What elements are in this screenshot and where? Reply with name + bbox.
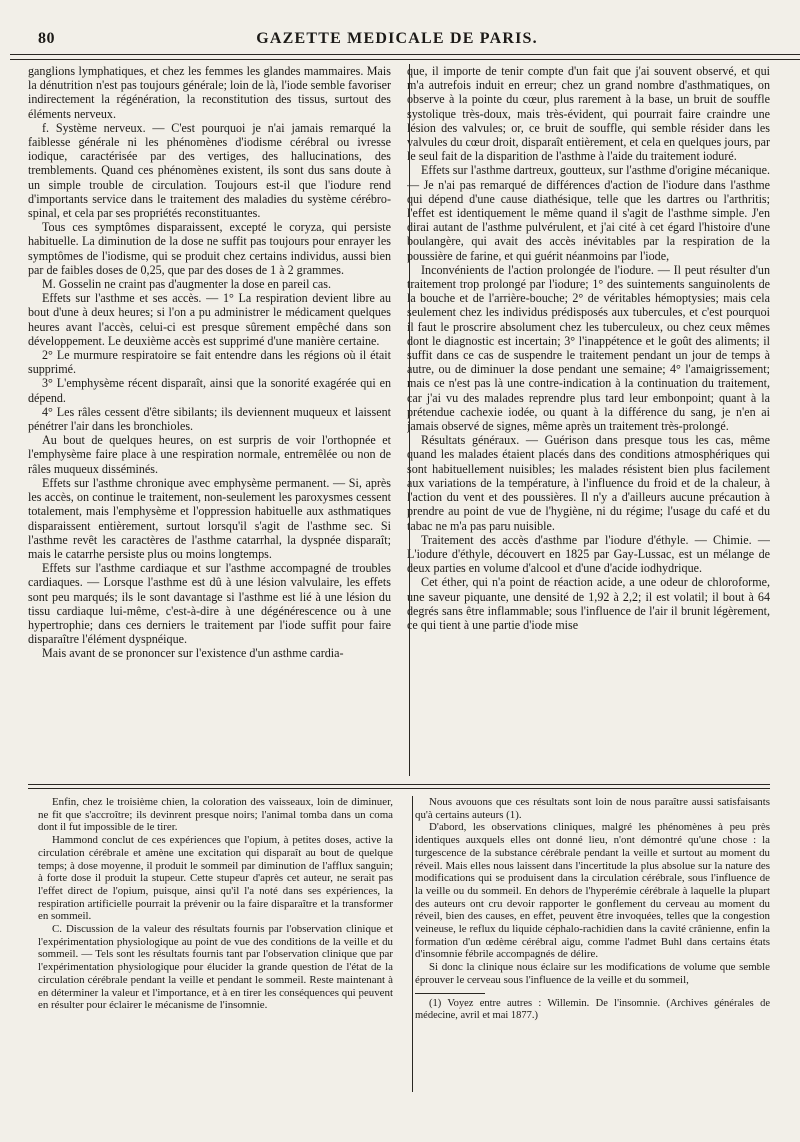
running-title: GAZETTE MEDICALE DE PARIS. xyxy=(256,30,538,47)
feuilleton-right-column xyxy=(415,796,770,1092)
paragraph: 2° Le murmure respiratoire se fait entendre dans les régions où il était supprimé. xyxy=(28,348,391,377)
feuilleton-column-divider xyxy=(412,796,413,1092)
paragraph: Au bout de quelques heures, on est surpris de voir l'orthopnée et l'emphysème faire place à une respiration normale, entremêlée ou non de râles muqueux disséminés. xyxy=(28,433,391,476)
feuilleton-rule xyxy=(28,784,770,789)
paragraph: Enfin, chez le troisième chien, la coloration des vaisseaux, loin de diminuer, ne fit que s'accroître; ils devinrent presque noirs; l'animal tomba dans un coma dont il fut impossible de le tirer. xyxy=(38,796,393,834)
paragraph: Hammond conclut de ces expériences que l'opium, à petites doses, active la circulation cérébrale et amène une excitation qui disparaît au bout de quelque temps; à dose moyenne, il produit le sommeil par diminution de l'afflux sanguin; à forte dose il produit la stupeur. Cette stupeur d'après cet auteur, ne serait pas l'effet direct de l'opium, puisque, ainsi qu'il l'a noté dans ses expériences, la respiration artificielle pourrait la prévenir ou la faire disparaître et la transformer en sommeil. xyxy=(38,834,393,923)
paragraph: f. Système nerveux. — C'est pourquoi je n'ai jamais remarqué la faiblesse générale ni les phénomènes d'iodisme cérébral ou ivresse iodique, caractérisée par des vertiges, des hallucinations, des tremblements. Quand ces phénomènes existent, ils sont dus sans doute à un simple trouble de circulation. Toujours est-il que l'iodure rend d'importants service dans le traitement des maladies du système cérébro-spinal, et cela par ses propriétés reconstituantes. xyxy=(28,120,391,221)
paragraph: D'abord, les observations cliniques, malgré les phénomènes à peu près identiques auxquels elles ont donné lieu, n'ont démontré qu'une chose : la turgescence de la substance cérébrale pendant la veille et surtout au moment du réveil. Mais elles nous laissent dans l'incertitude la plus absolue sur la nature des modifications qui se produisent dans la circulation cérébrale, sous l'influence de la veille ou du sommeil. En dehors de l'hyperémie cérébrale à laquelle la plupart des auteurs ont cru devoir rapporter le gonflement du cerveau au moment du réveil, bien des causes, en effet, peuvent être invoquées, telles que la congestion veineuse, le reflux du liquide céphalo-rachidien dans la cavité crânienne, enfin la formation d'un œdème cérébral aigu, comme l'admet Buhl dans certains états d'insomnie fébrile accompagnés de délire. xyxy=(415,821,770,961)
paragraph: Si donc la clinique nous éclaire sur les modifications de volume que semble éprouver le cerveau sous l'influence de la veille et du sommeil, xyxy=(415,961,770,986)
paragraph: C. Discussion de la valeur des résultats fournis par l'observation clinique et l'expérimentation physiologique au point de vue des conditions de la veille et du sommeil. — Tels sont les résultats fournis tant par l'observation clinique que par l'expérimentation physiologique pour élucider la grande question de l'état de la circulation cérébrale pendant la veille et pendant le sommeil. Reste maintenant à en déterminer la valeur et l'importance, et à en tirer les conséquences qui peuvent en résulter pour éclairer le mécanisme de l'insomnie. xyxy=(38,923,393,1012)
header-rule xyxy=(10,54,800,60)
feuilleton-left-column xyxy=(38,796,393,1092)
paragraph: Cet éther, qui n'a point de réaction acide, a une odeur de chloroforme, une saveur piquante, une densité de 1,92 à 2,2; il est volatil; il bout à 64 degrés sans être inflammable; sous l'influence de l'air il brunit légèrement, ce qui tient à une partie d'iode mise xyxy=(407,575,770,632)
paragraph: Effets sur l'asthme cardiaque et sur l'asthme accompagné de troubles cardiaques. — Lorsque l'asthme est dû à une lésion valvulaire, les effets sont peu marqués; ils le sont davantage si l'asthme est lié à une lésion du tissu cardiaque lui-même, c'est-à-dire à une dégénérescence ou à une hypertrophie; dans ces derniers le traitement par l'iode suffit pour faire disparaître l'élément dyspnéique. xyxy=(28,561,391,647)
paragraph: que, il importe de tenir compte d'un fait que j'ai souvent observé, et qui m'a autrefois induit en erreur; chez un grand nombre d'asthmatiques, on observe à la pointe du cœur, plus rarement à la base, un bruit de souffle systolique très-doux, mais très-évident, qui pourrait faire craindre une lésion des valvules; or, ce bruit de souffle, qui semble résider dans les valvules du cœur droit, disparaît entièrement, et cela en quelques jours, par le seul fait de la disparition de l'asthme à l'aide du traitement ioduré. xyxy=(407,64,770,164)
paragraph: ganglions lymphatiques, et chez les femmes les glandes mammaires. Mais la dénutrition n'est pas toujours générale; loin de là, l'iode semble favoriser indirectement la régénération, la reconstitution des tissus, surtout des éléments nerveux. xyxy=(28,64,391,121)
paragraph: Résultats généraux. — Guérison dans presque tous les cas, même quand les malades étaient placés dans des conditions atmosphériques qui sont habituellement nuisibles; les malades résistent bien plus facilement aux variations de la température, à l'influence du froid et de la chaleur, à l'action du vent et des poussières. Il n'y a d'ailleurs aucune précaution à prendre au point de vue de l'hygiène, ni du régime; l'usage du café et du tabac ne m'a pas paru nuisible. xyxy=(407,433,770,533)
column-divider xyxy=(409,64,410,776)
paragraph: 3° L'emphysème récent disparaît, ainsi que la sonorité exagérée qui en dépend. xyxy=(28,376,391,405)
paragraph: 4° Les râles cessent d'être sibilants; ils deviennent muqueux et laissent pénétrer l'air dans les bronchioles. xyxy=(28,404,391,434)
footnote: (1) Voyez entre autres : Willemin. De l'insomnie. (Archives générales de médecine, avril et mai 1877.) xyxy=(415,997,770,1022)
paragraph: M. Gosselin ne craint pas d'augmenter la dose en pareil cas. xyxy=(42,277,331,292)
paragraph: Effets sur l'asthme et ses accès. — 1° La respiration devient libre au bout d'une à deux heures; si l'on a pu administrer le médicament quelques heures avant l'accès, celui-ci est presque sûrement empêché dans son développement. Le deuxième accès est supprimé d'une manière certaine. xyxy=(28,291,391,348)
paragraph: Nous avouons que ces résultats sont loin de nous paraître aussi satisfaisants qu'à certains auteurs (1). xyxy=(415,796,770,821)
footnote-rule xyxy=(415,993,485,994)
article-columns xyxy=(28,64,770,774)
page-number: 80 xyxy=(38,30,55,47)
paragraph: Tous ces symptômes disparaissent, excepté le coryza, qui persiste habituelle. La diminution de la dose ne suffit pas toujours pour enrayer les symptômes de l'iodisme, qui se produit chez certains individus, aussi bien par de faibles doses de 0,25, que par des doses de 1 à 2 grammes. xyxy=(28,220,391,277)
page-header xyxy=(22,0,772,50)
paragraph: Mais avant de se prononcer sur l'existence d'un asthme cardia- xyxy=(42,646,344,661)
paragraph: Inconvénients de l'action prolongée de l'iodure. — Il peut résulter d'un traitement trop prolongé par l'iodure; 1° des suintements sanguinolents de la bouche et de l'arrière-bouche; 2° de véritables hémoptysies; mais cela seulement chez les individus prédisposés aux tubercules, et c'est pourquoi il faut le proscrire absolument chez les tuberculeux, ou chez ceux mêmes dont le diagnostic est incertain; 3° l'inappétence et le goût des aliments; il suffit dans ce cas de suspendre le traitement pendant un jour de temps à autre, ou de diminuer la dose pendant une semaine; 4° l'amaigrissement; mais ce n'est pas là une contre-indication à la continuation du traitement, car j'ai vu des malades reprendre plus tard leur embonpoint; quant à la prétendue cachexie iodée, ou quant à la différence du sang, je n'en ai jamais observé de signes, même après un traitement très-prolongé. xyxy=(407,262,770,434)
paragraph: Effets sur l'asthme chronique avec emphysème permanent. — Si, après les accès, on continue le traitement, non-seulement les paroxysmes cessent totalement, mais l'emphysème et l'oppression habituelle aux asthmatiques disparaissent entièrement, surtout lorsqu'il s'agit de l'asthme sec. Si l'asthme revêt les caractères de l'asthme catarrhal, la dyspnée disparaît; mais le catarrhe persiste plus ou moins longtemps. xyxy=(28,475,391,561)
paragraph: Traitement des accès d'asthme par l'iodure d'éthyle. — Chimie. — L'iodure d'éthyle, découvert en 1825 par Gay-Lussac, est un mélange de deux parties en volume d'alcool et d'une d'acide iodhydrique. xyxy=(407,532,770,576)
paragraph: Effets sur l'asthme dartreux, goutteux, sur l'asthme d'origine mécanique. — Je n'ai pas remarqué de différences d'action de l'iodure dans l'asthme qui dépend d'une cause diathésique, telle que les dartres ou l'arthritis; l'effet est identiquement le même quand il s'agit de l'asthme simple. J'en dirai autant de l'asthme pulvérulent, et j'ai cité à cet égard l'histoire d'une boulangère, qui avait des accès inévitables par la respiration de la poussière de farine, et qui guérit néanmoins par l'iode, xyxy=(407,163,770,263)
feuilleton-columns xyxy=(38,796,770,1092)
left-column xyxy=(28,64,391,774)
right-column xyxy=(407,64,770,774)
